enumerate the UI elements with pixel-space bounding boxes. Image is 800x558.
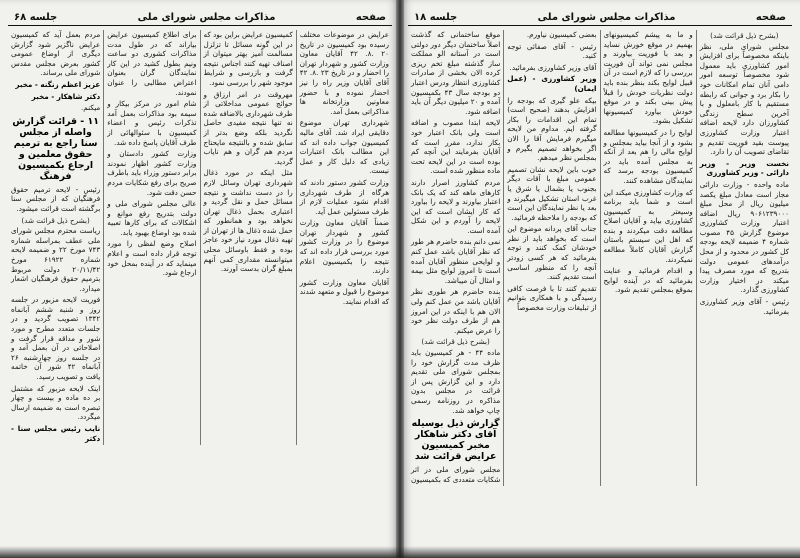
text-columns bbox=[8, 30, 392, 445]
paragraph: موقع ساختمانی که گذشت اصلاً ساختمان دیگر دور دولتی است در آستانه الو مملکت ساز گذشته مبلغ تخم ریزی کرده الان بخشی از صادرات کشاورزی انتظار ودرس اعتبار دو بودجه سال ۴۳ بکمیسیون آمده و ۲۰ میلیون دیگر آن باید اضافه شود. bbox=[411, 30, 501, 116]
paragraph: مثل اینکه در مورد ذغال شهرداری تهران وسائل لازم را در دست نداشت و نتیجه مسائل حمل و نقل گردید و اعتباری بحمل ذغال تهران نخواهد بود و همانطور که حمل شده ذغال ها از تهران از تهیه ذغال مورد نیاز خود عاجز بوده و فقط باوسائل محلی میتوانسته مقداری کمی آنهم بمبلغ گران بدست آورند. bbox=[203, 168, 293, 274]
text-columns bbox=[408, 30, 792, 486]
paragraph: شام امور در مرکز بیکار و سیمه بود مذاکرات بعمل آمد تذکرات رئیس و اعضاء کمیسیون با سئوالهائی از طرف آقایان پاسخ داده شد. bbox=[107, 99, 197, 147]
speaker-line: نخست وزیر - وزیر دارائی - وزیر کشاورزی bbox=[699, 158, 789, 178]
paragraph: جناب آقای پردانه موضوع این است که بخواهد باید از نظر خودشان کمک کنند و توجه بفرمائید که هر کسی زودتر آنچه را که منظور اساسی است تقدیم کنند. bbox=[507, 224, 597, 282]
paragraph: عرایض در موضوعات مختلف رسیده بود کمیسیون در تاریخ ۲۰ .۸. ۴۲ آقایان معاون وزارت کشور و شهردار تهران را احضار و در تاریخ ۲۳ .۸. ۴۲ آقای آقایان وزیر راه را نیز احضار نموده و با حضور معاونین وزارتخانه ها مذاکراتی بعمل آمد. bbox=[299, 30, 390, 116]
paragraph: رئیس - آقای صفائی توجه کنید. bbox=[507, 41, 597, 61]
paragraph: خوب باین لایحه نشان تصمیم عمومی مبلغ با آقات دیگر بجنوب یا بشمال یا شرق یا غرب استان تشکیل میگیرند و بعد یا نظر نمایندگان این است که بودجه را ملاحظه فرمائید. bbox=[507, 164, 597, 222]
paragraph: وزارت کشور دستور دادند که هرگاه از طرف شهرداری اقدام نشود عملیات لازم از طرف مسئولین عمل آید. bbox=[299, 177, 389, 216]
speaker-line: نایب رئیس مجلس سنا - دکتر bbox=[11, 424, 101, 443]
publication-title: مذاکرات مجلس شورای ملی bbox=[137, 12, 276, 23]
text-column bbox=[296, 30, 392, 445]
section-heading: ۱۱ - قرائت گزارش واصله از مجلس سنا راجع به ترمیم حقوق معلمین و ارجاع بکمیسیون فرهنگ bbox=[12, 115, 99, 182]
paragraph: ماده واحده - وزارت دارائی مجاز است معادل مبلغ یکصد میلیون ریال از محل مبلغ ۹۰۶۱۲۳۹۰۰۰ ریال اضافه اعتبار وزارت کشاورزی موضوع گزارش ۴۵ مصوب شماره ۴ ضمیمه لایحه بودجه کل کشور در محدود و از محل درآمدهای عمومی دولت بتدریج که مورد مصرف پیدا میکند در اختیار وزارت کشاورزی گذارد. bbox=[699, 179, 790, 295]
paragraph: برای اطلاع کمیسیون عرایض بیاراند که در طول مدت مذاکرات کشوری دو ساعت ونیم بطول کشید در این کار نمایندگان گران بعنوان اعتراض مطالبی را عنوان نمودند. bbox=[107, 30, 197, 97]
paragraph: آقایان معاون وزارت کشور موضوع را قبول و متعهد شدند که اقدام نمایند. bbox=[299, 277, 389, 307]
text-column bbox=[600, 30, 696, 486]
session-number: جلسه ۶۸ bbox=[14, 12, 58, 23]
caption-line: (بشرح ذیل قرائت شد) bbox=[421, 337, 490, 347]
paragraph: شهرداری تهران موضوع دقایقی ایراد شد. آقای مالیه کمیسیون جواب داده اند که این مطالب بانک اعتبارات زیادی که دلیل کار و عمل نیست. bbox=[299, 118, 389, 176]
text-column bbox=[696, 30, 792, 486]
paragraph: رئیس - آقای وزیر کشاورزی بفرمائید. bbox=[699, 297, 789, 316]
publication-title: مذاکرات مجلس شورای ملی bbox=[537, 12, 676, 23]
paragraph: رئیس - لایحه ترمیم حقوق فرهنگیان که از مجلس سنا برگشته است قرائت میشود. bbox=[11, 184, 101, 213]
paragraph: وزارت کشور دادستان و وزارت کشور اظهار نمودند برابر دستور وزراء باید باطرف صریح برای رفع شکایات مردم حسن دقت شود. bbox=[107, 149, 197, 197]
paragraph: مهروقت در امر ارزاق و حوائج عمومی مداخلاتی از طرف شهرداری بالاضافه شده نه تنها نتیجه مفیدی حاصل نگردید بلکه وضع بدتر از سابق شده و بالنتیجه مایحتاج مردم هم گران و هم نایاب گردید. bbox=[203, 89, 293, 166]
paragraph: مجلس شورای ملی در اثر شکایات متعددی که بکمیسیون bbox=[411, 465, 501, 484]
paragraph: لایحه ابتدا مصوب و اضافه است ولی بانک اعتبار خود بکار ندارد، مقرر است که آقایان بفرمایند این آنچه کم بوده است در این لایحه تحت ماده منظور شده است. bbox=[411, 118, 501, 176]
session-number: جلسه ۱۸ bbox=[414, 12, 458, 23]
page-label: صفحه bbox=[355, 12, 386, 23]
speaker-line: عزیز اعظم زنگنه - مخبر bbox=[15, 79, 101, 89]
text-column bbox=[200, 30, 296, 445]
section-heading: گزارش ذیل بوسیله آقای دکتر شاهکار مخبر کمیسیون عرایض قرائت شد bbox=[411, 418, 500, 463]
page-header bbox=[8, 8, 392, 26]
paragraph: ضمناً آقایان معاون وزارت کشور و شهردار تهران موضوع را در وزارت کشور مورد بررسی قرار داده اند که نتیجه را بکمیسیون اعلام دارند. bbox=[299, 218, 389, 276]
paragraph: فوریت لایحه مزبور در جلسه روز و شنبه ششم آبانماه ۱۳۴۲ تصویب گردید و در جلسات متعدد مطرح و مورد شور و مداقه قرار گرفت و اصلاحاتی در آن بعمل آمد و در جلسه روز چهارشنبه ۲۶ آبانماه ۴۲ شور آن خاتمه یافت و تصویب رسید. bbox=[11, 295, 101, 382]
caption-line: (بشرح ذیل قرائت شد) bbox=[710, 31, 779, 40]
page-fold bbox=[396, 0, 404, 558]
paragraph: ریاست محترم مجلس شورای ملی عطف بمراسله شماره ۷۴۳ مورخ ۲۲ و ضمیمه لایحه شماره ۶۱۹۲۲ مورخ ۲۰/۱۱/۴۲ دولت مربوط بترمیم حقوق فرهنگیان اشعار میدارد. bbox=[11, 226, 101, 293]
paragraph: مردم کشاورز اصرار دارند کارهای ماهه کند که یک بانک اعتبار بیاورند و لایحه را بیاورد که کار ایشان است که این لایحه را آوردم و این شکل آمده است. bbox=[411, 177, 501, 235]
speaker-line: وزیر کشاورزی - (عمل ایمان) bbox=[507, 74, 597, 93]
paragraph: و ما به پیشم کمیسیونهای بهمیم در موقع خورش نساید و بعد با فوریت بیاورند و مجلس نمی تواند آن فوریت بررسی را که لازم است در آن قبیل لوایح بکند بنظر بنده باید دولت نظریات خودش را قبلاً پیش بینی بکند و در موقع خودش بیاورد کمیسیونها تشکیل بشود. bbox=[603, 30, 693, 126]
paragraph: ماده ۴۴ - هر کمیسیون باید ظرف مدت گزارش خود را بمجلس شورای ملی تقدیم دارد و این گزارش پس از قرائت در مجلس بدون مذاکره در روزنامه رسمی چاپ خواهد شد. bbox=[411, 348, 501, 415]
text-column bbox=[103, 30, 199, 445]
paragraph: بعضی کمیسیون نیاورم. bbox=[526, 30, 597, 39]
caption-line: (بشرح ذیل قرائت شد) bbox=[21, 215, 90, 225]
paragraph: کمیسیون عرایض براین بود که در این گونه مسائل تا تزلزل مسالمت آمیز بهتر میتوان از اصناف تهیه کنند اجناس نتیجه گرفت و بازرسی و شرایط موجود شهر را بررسی نمود. bbox=[203, 30, 293, 87]
page-right bbox=[400, 0, 800, 558]
paragraph: آقای وزیر کشاورزی بفرمائید. bbox=[509, 62, 597, 72]
paragraph: نمی دانم بنده حاضرم هر طور که نظر آقایان باشد عمل کنم و لوایحی منظور آقایان آمده است تا امروز لوایح مثل بیمه و امثال آن میباشد. bbox=[411, 237, 501, 285]
paragraph: تقدیم کنند تا با فرصت کافی رسیدگی و با همکاری بتوانیم از تبلیغات وزارت مخصوصاً bbox=[507, 283, 597, 313]
paragraph: مردم بعمل آید که کمیسیون عرایض ناگزیر شود گزارش دیگری از اوضاع عمومی کشور بعرض مجلس مقدس شورای ملی برساند. bbox=[11, 30, 101, 78]
text-column bbox=[503, 30, 599, 486]
paragraph: بنده حاضرم هر طوری نظر آقایان باشد من عمل کنم ولی الان هم با اینکه در این امروز هم از طرف دولت نظر خود را عرض میکنم. bbox=[411, 287, 501, 335]
paragraph: مجلس شورای ملی، نظر باینکه مخصوصاً برای افزایش امور کشاورزی باید معمول شود مخصوصاً توسعه امور دامی آنان تمام امکانات خود را بکار برد و جوانی که رابطه مستقیم با کار بامعلول و با آخرین سطح زندگی کشاورزان دارد لایحه اضافه اعتبار وزارت کشاورزی پیوست بقید فوریت تقدیم و تقاضای تصویب آن را دارد. bbox=[699, 41, 789, 157]
paragraph: اینک لایحه مزبور که مشتمل بر ده ماده و بیست و چهار تبصره است به ضمیمه ارسال میگردد. bbox=[11, 383, 101, 422]
paragraph: میکنم. bbox=[81, 103, 101, 113]
paragraph: بیکه علو گیری که بودجه را افزایش بدهند (صحیح است) تمام این اقدامات را بکار گرفته ایم. مداوم من لایحه میگیرم فرمایش آقا را الان اگر بخواهد تصمیم بگیرم و بمجلس نظر میدهم. bbox=[507, 95, 597, 163]
page-label: صفحه bbox=[755, 12, 786, 23]
paragraph: عالی مجلس شورای ملی و دولت بتدریج رفع موانع و اشکالات که برای کارها تعبیه شده بود اوضاع بهبود یابد. bbox=[107, 199, 197, 237]
paragraph: و اقدام فرمائید و عنایت بفرمائید که در آینده لوایح بموقع بمجلس تقدیم شود. bbox=[603, 266, 693, 295]
paragraph: که وزارت کشاورزی میکند این است و شما باید برنامه وسیعتر به کمیسیون کشاورزی بیاید و آقایان اصلاح مطالعه دقت میکردند و بنده که اهل این سیستم باستان گزارش آقایان کاملاً مطالعه نمیکردند. bbox=[603, 187, 693, 264]
paragraph: لوایح را در کمیسیونها مطالعه بشود و از آنجا بیاید بمجلس و لوایح مالی را هم بعد از آنکه به مجلس آمده باید در کمیسیون بودجه برسد که نمایندگان مشاهده کنند. bbox=[603, 127, 693, 185]
page-header bbox=[408, 8, 792, 26]
text-column bbox=[8, 30, 103, 445]
text-column bbox=[408, 30, 503, 486]
speaker-line: دکتر شاهکار - مخبر bbox=[31, 91, 101, 101]
paragraph: اصلاح وضع لفظی را مورد توجه قرار داده است و اعلام مینماید که در آینده بمحل خود ارجاع شود. bbox=[107, 239, 197, 278]
